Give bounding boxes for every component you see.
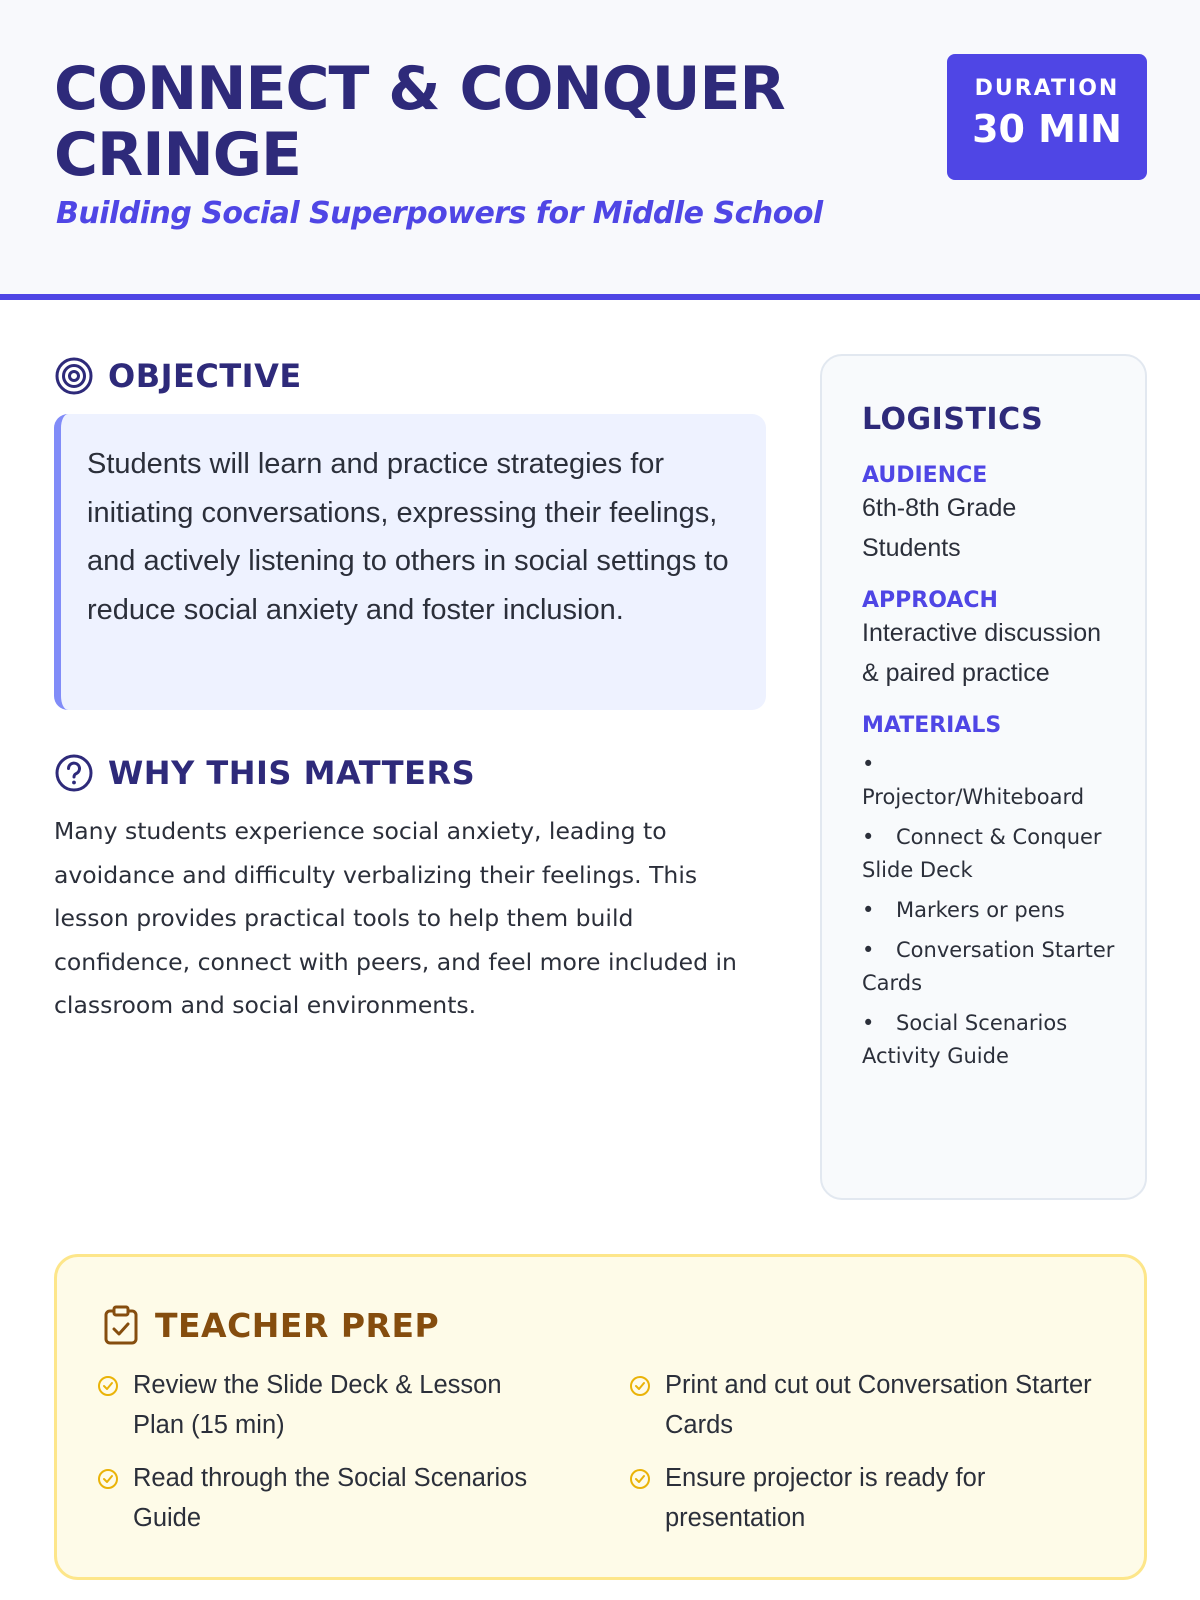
list-item: • Conversation Starter Cards: [862, 938, 1115, 995]
question-circle-icon: [54, 753, 94, 793]
header: [0, 0, 1200, 300]
check-circle-icon: [97, 1375, 119, 1397]
materials-list: [862, 748, 1117, 1073]
check-circle-icon: [97, 1468, 119, 1490]
materials-label: MATERIALS: [862, 713, 1002, 738]
duration-label: DURATION: [974, 76, 1120, 101]
list-item: • Social Scenarios Activity Guide: [862, 1011, 1068, 1068]
check-circle-icon: [629, 1375, 651, 1397]
approach-label: APPROACH: [862, 588, 998, 613]
list-item: Print and cut out Conversation Starter Cards: [629, 1365, 1099, 1445]
objective-text: Students will learn and practice strategies for initiating conversations, expressing their feelings, and actively listening to others in social settings to reduce social anxiety and foster inclusion.: [87, 448, 729, 626]
objective-heading: [54, 356, 302, 396]
page-subtitle: Building Social Superpowers for Middle School: [56, 196, 823, 231]
why-heading-text: WHY THIS MATTERS: [108, 754, 476, 792]
list-item: • Projector/Whiteboard: [862, 752, 1085, 809]
check-circle-icon: [629, 1468, 651, 1490]
audience-value: 6th-8th Grade Students: [862, 494, 1017, 562]
list-item: Read through the Social Scenarios Guide: [97, 1458, 567, 1538]
why-text: Many students experience social anxiety, leading to avoidance and difficulty verbalizing their feelings. This lesson provides practical tools to help them build confidence, connect with peers, and feel more included in classroom and social environments.: [54, 817, 737, 1019]
prep-heading-text: TEACHER PREP: [155, 1305, 440, 1345]
audience-label: AUDIENCE: [862, 463, 988, 488]
duration-badge: [947, 54, 1147, 180]
approach-value: Interactive discussion & paired practice: [862, 619, 1102, 687]
objective-box: [54, 414, 766, 710]
teacher-prep-card: [54, 1254, 1147, 1580]
target-icon: [54, 356, 94, 396]
why-heading: [54, 753, 475, 793]
page-title: CONNECT & CONQUER CRINGE: [54, 54, 785, 190]
list-item: Review the Slide Deck & Lesson Plan (15 min): [97, 1365, 557, 1445]
list-item: Ensure projector is ready for presentation: [629, 1458, 1049, 1538]
logistics-card: [820, 354, 1147, 1200]
list-item: • Markers or pens: [862, 898, 1065, 922]
prep-heading: [103, 1305, 439, 1345]
objective-heading-text: OBJECTIVE: [108, 357, 302, 395]
duration-value: 30 MIN: [972, 107, 1122, 151]
logistics-heading: LOGISTICS: [862, 402, 1044, 437]
list-item: • Connect & Conquer Slide Deck: [862, 825, 1102, 882]
clipboard-check-icon: [103, 1305, 139, 1345]
